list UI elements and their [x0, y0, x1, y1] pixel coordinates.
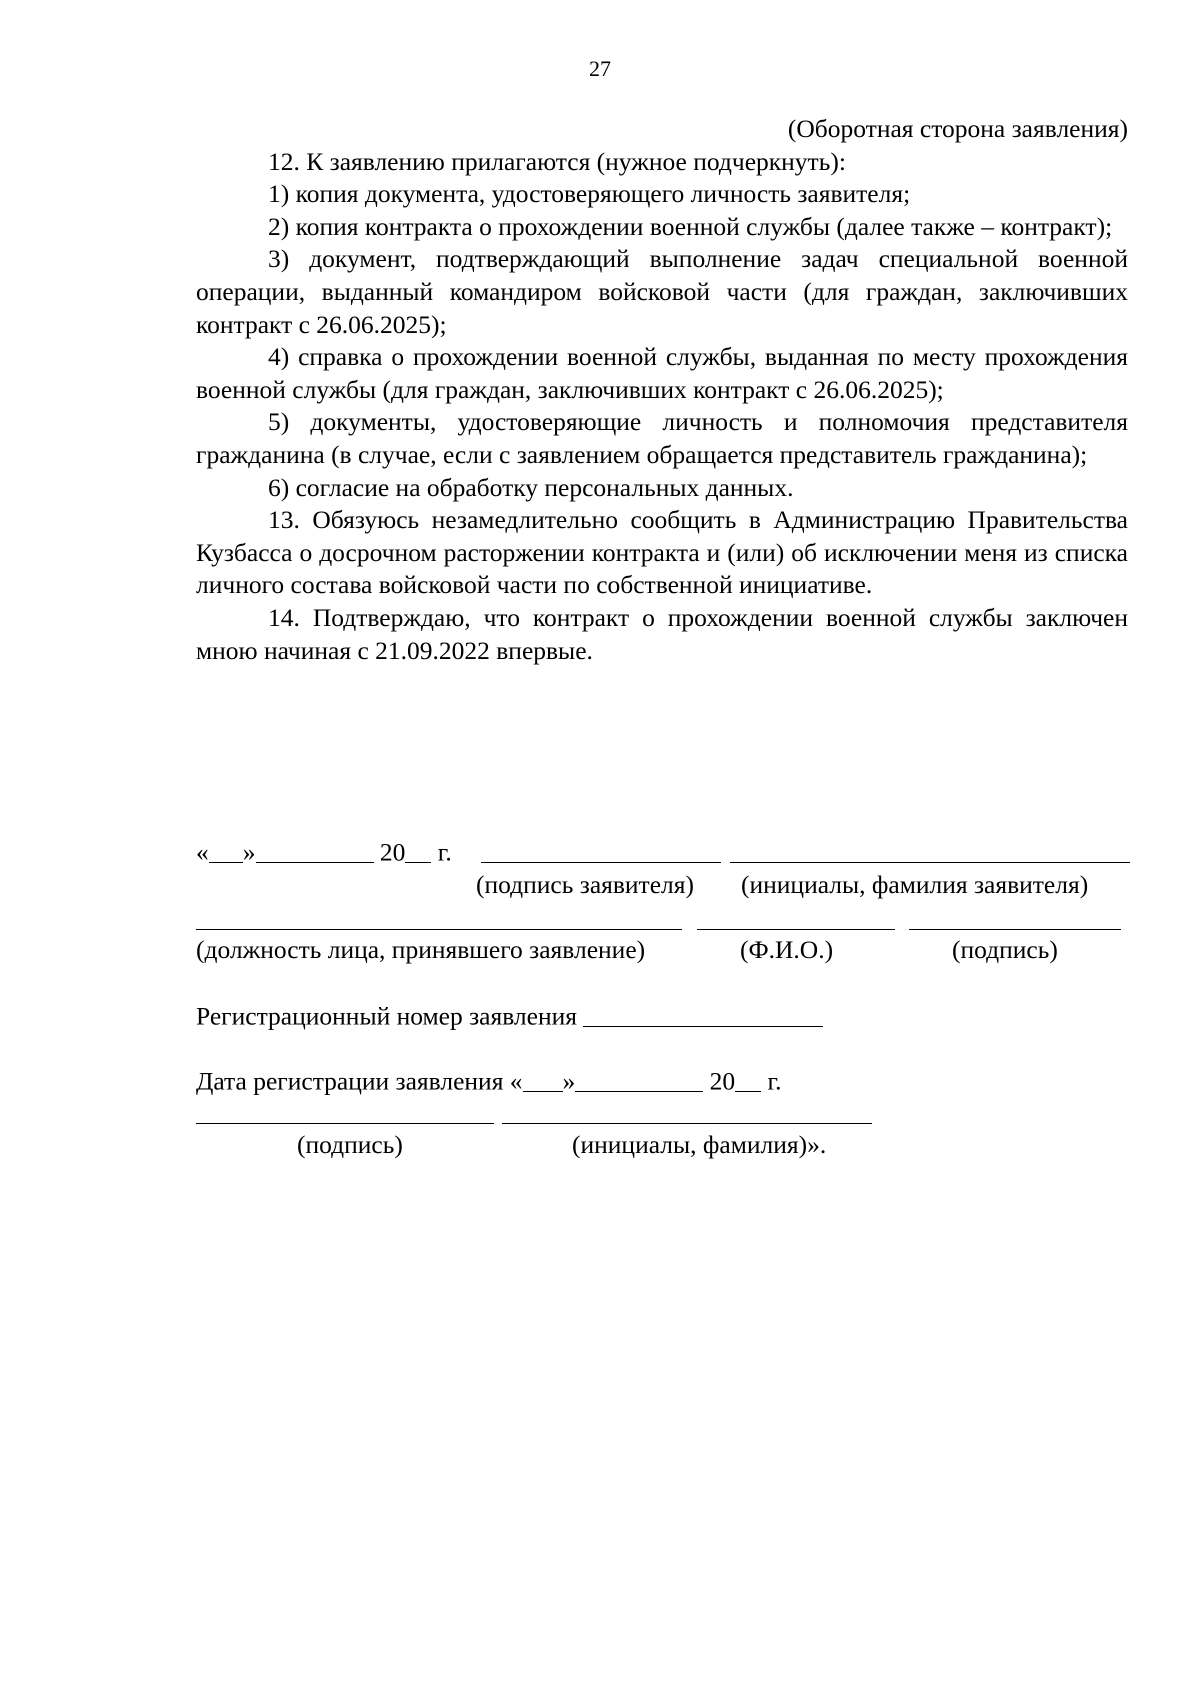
document-body	[196, 113, 1128, 667]
registration-date-row: Дата регистрации заявления « » 20 г.	[196, 1066, 782, 1096]
registration-number-label: Регистрационный номер заявления	[196, 1001, 577, 1031]
year-blank	[405, 836, 431, 863]
registrar-name-caption: (инициалы, фамилия)».	[572, 1130, 827, 1159]
day-blank	[209, 836, 243, 863]
header-note: (Оборотная сторона заявления)	[787, 114, 1128, 143]
paragraph-13: 13. Обязуюсь незамедлительно сообщить в Администрацию Правительства Кузбасса о досрочном расторжении контракта и (или) об исключении меня из списка личного состава войсковой части по собственной инициативе.	[196, 505, 1128, 600]
list-item-1: 1) копия документа, удостоверяющего личность заявителя;	[268, 179, 911, 209]
list-item-6: 6) согласие на обработку персональных данных.	[268, 472, 794, 502]
fio-caption: (Ф.И.О.)	[740, 935, 834, 964]
applicant-signature-caption: (подпись заявителя)	[476, 870, 694, 899]
position-caption: (должность лица, принявшего заявление)	[196, 935, 646, 964]
applicant-signature-line	[481, 862, 721, 863]
registrar-signature-line	[196, 1123, 494, 1124]
applicant-name-caption: (инициалы, фамилия заявителя)	[741, 870, 1089, 899]
reg-year-blank	[735, 1065, 761, 1092]
paragraph-14: 14. Подтверждаю, что контракт о прохождении военной службы заключен мною начиная с 21.09.2022 впервые.	[196, 602, 1128, 665]
paragraph-12: 12. К заявлению прилагаются (нужное подчеркнуть):	[268, 146, 846, 176]
list-item-2: 2) копия контракта о прохождении военной службы (далее также – контракт);	[268, 211, 1113, 241]
acceptor-signature-caption: (подпись)	[952, 935, 1058, 964]
list-item-4: 4) справка о прохождении военной службы, выданная по месту прохождения военной службы (для граждан, заключивших контракт с 26.06.2025);	[196, 342, 1128, 404]
page-number: 27	[589, 56, 611, 81]
registration-number-blank	[583, 1000, 823, 1027]
applicant-name-line	[730, 862, 1130, 863]
reg-day-blank	[523, 1065, 563, 1092]
applicant-date-field: « » 20 г.	[196, 837, 452, 867]
list-item-3: 3) документ, подтверждающий выполнение задач специальной военной операции, выданный командиром войсковой части (для граждан, заключивших контракт с 26.06.2025);	[196, 244, 1128, 339]
acceptor-signature-line	[909, 929, 1121, 930]
registration-number-row	[196, 1000, 823, 1032]
reg-month-blank	[575, 1065, 703, 1092]
position-line	[196, 929, 682, 930]
month-blank	[256, 836, 374, 863]
registrar-signature-caption: (подпись)	[297, 1130, 403, 1159]
registration-date-label: Дата регистрации заявления	[196, 1066, 504, 1096]
registrar-name-line	[502, 1123, 872, 1124]
list-item-5: 5) документы, удостоверяющие личность и полномочия представителя гражданина (в случае, если с заявлением обращается представитель гражданина);	[196, 407, 1128, 469]
fio-line	[697, 929, 895, 930]
